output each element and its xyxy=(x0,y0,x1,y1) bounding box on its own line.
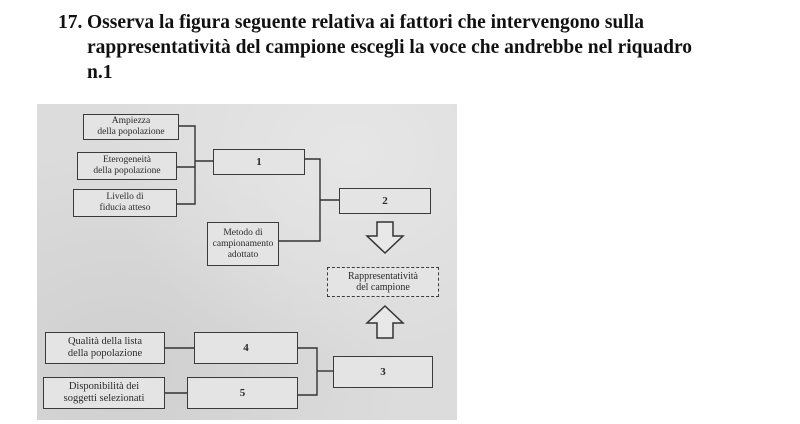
box-rappresentativita: Rappresentatività del campione xyxy=(327,267,439,297)
question xyxy=(58,10,798,85)
box-1: 1 xyxy=(213,149,305,175)
question-number: 17. xyxy=(58,12,83,33)
box-metodo: Metodo di campionamento adottato xyxy=(207,222,279,266)
arrow-up-icon xyxy=(367,306,403,338)
diagram-photo xyxy=(37,104,457,420)
box-eterogeneita: Eterogeneità della popolazione xyxy=(77,152,177,180)
box-2: 2 xyxy=(339,188,431,214)
box-livello: Livello di fiducia atteso xyxy=(73,189,177,217)
arrow-down-icon xyxy=(367,222,403,253)
box-4: 4 xyxy=(194,332,298,364)
box-disponibilita: Disponibilità dei soggetti selezionati xyxy=(43,377,165,409)
box-qualita: Qualità della lista della popolazione xyxy=(45,332,165,364)
box-ampiezza: Ampiezza della popolazione xyxy=(83,114,179,140)
box-3: 3 xyxy=(333,356,433,388)
box-5: 5 xyxy=(187,377,298,409)
question-text: Osserva la figura seguente relativa ai fattori che intervengono sulla rappresentatività del campione escegli la voce che andrebbe nel riquadro n.1 xyxy=(87,12,693,83)
